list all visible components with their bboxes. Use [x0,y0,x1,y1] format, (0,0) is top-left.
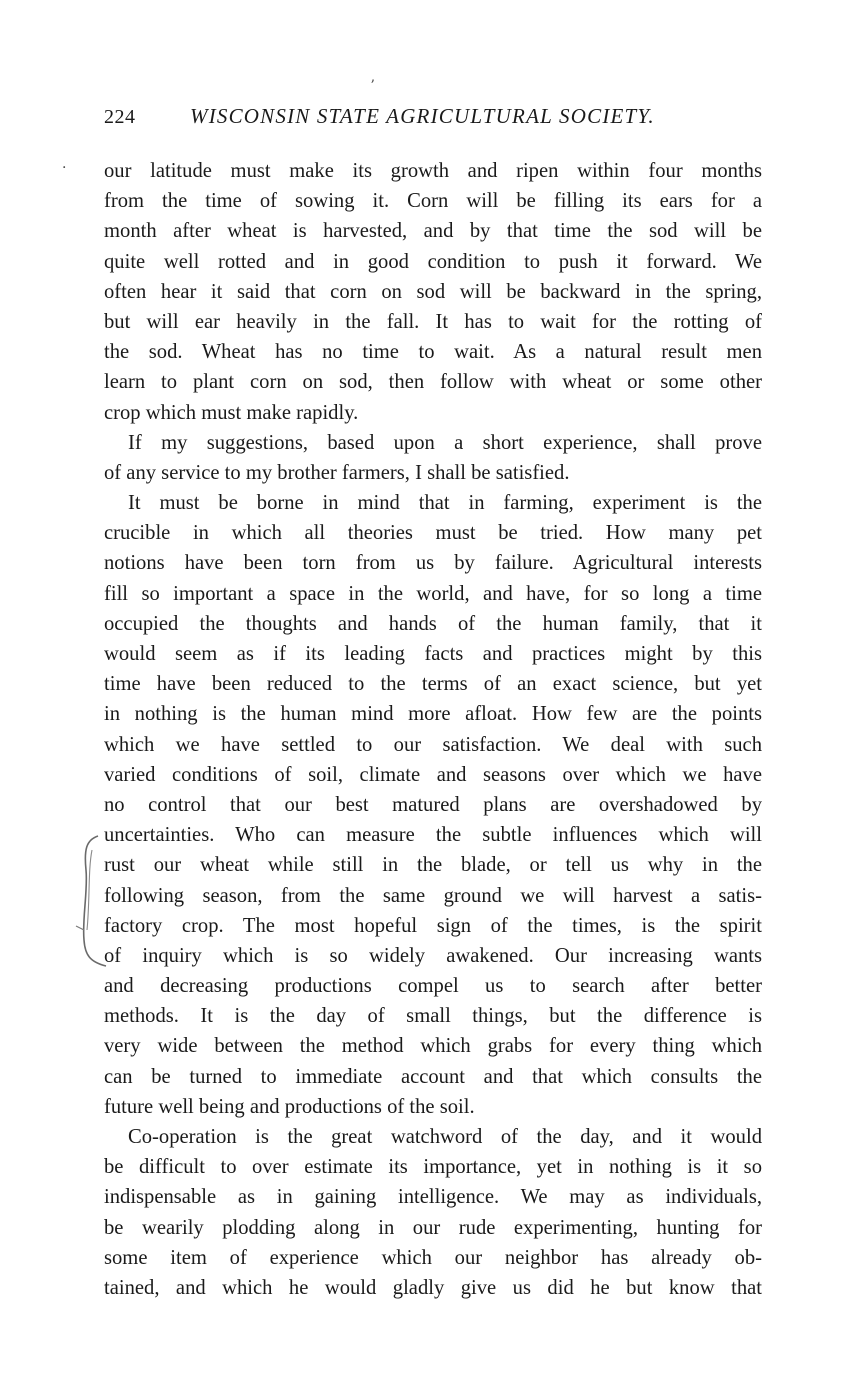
text-line: be wearily plodding along in our rude experimenting, hunting for [104,1216,762,1239]
text-line: notions have been torn from us by failure. Agricultural interests [104,552,762,575]
text-line: future well being and productions of the soil. [104,1095,475,1118]
text-line: from the time of sowing it. Corn will be filling its ears for a [104,190,762,213]
text-line: often hear it said that corn on sod will be backward in the spring, [104,280,762,303]
text-line: our latitude must make its growth and ripen within four months [104,160,762,182]
text-line: and decreasing productions compel us to search after better [104,975,762,998]
text-line: would seem as if its leading facts and practices might by this [104,643,762,665]
text-line: It must be borne in mind that in farming, experiment is the [128,492,762,515]
text-line: but will ear heavily in the fall. It has to wait for the rotting of [104,310,762,333]
text-line: uncertainties. Who can measure the subtle influences which will [104,824,762,847]
text-line: be difficult to over estimate its importance, yet in nothing is it so [104,1156,762,1179]
running-title: WISCONSIN STATE AGRICULTURAL SOCIETY. [190,104,655,128]
text-line: fill so important a space in the world, and have, for so long a time [104,582,762,605]
text-line: time have been reduced to the terms of an exact science, but yet [104,673,762,696]
text-line: methods. It is the day of small things, but the difference is [104,1005,762,1028]
handwritten-margin-bracket [72,830,112,980]
text-line: occupied the thoughts and hands of the human family, that it [104,612,762,635]
print-speck: ʼ [370,78,375,94]
text-line: month after wheat is harvested, and by that time the sod will be [104,220,762,243]
text-line: of inquiry which is so widely awakened. Our increasing wants [104,944,762,967]
text-line: If my suggestions, based upon a short experience, shall prove [128,431,762,454]
text-line: rust our wheat while still in the blade, or tell us why in the [104,854,762,877]
body-text [104,156,762,1303]
text-line: very wide between the method which grabs for every thing which [104,1035,762,1058]
text-line: no control that our best matured plans are overshadowed by [104,793,762,816]
text-line: in nothing is the human mind more afloat. How few are the points [104,703,762,726]
text-line: crucible in which all theories must be tried. How many pet [104,522,762,545]
text-line: Co-operation is the great watchword of the day, and it would [128,1126,762,1148]
text-line: factory crop. The most hopeful sign of the times, is the spirit [104,914,762,937]
print-speck: · [62,160,67,176]
text-line: learn to plant corn on sod, then follow with wheat or some other [104,371,762,394]
text-line: indispensable as in gaining intelligence. We may as individuals, [104,1186,762,1209]
text-line: can be turned to immediate account and that which consults the [104,1065,762,1088]
text-line: the sod. Wheat has no time to wait. As a natural result men [104,341,762,364]
text-line: following season, from the same ground we will harvest a satis- [104,884,762,907]
page-number: 224 [104,106,136,128]
text-line: crop which must make rapidly. [104,401,359,424]
text-line: some item of experience which our neighbor has already ob- [104,1246,762,1269]
text-line: which we have settled to our satisfaction. We deal with such [104,733,762,756]
page-header [104,104,704,136]
text-line: varied conditions of soil, climate and seasons over which we have [104,763,762,786]
text-line: of any service to my brother farmers, I shall be satisfied. [104,461,570,484]
text-line: tained, and which he would gladly give us did he but know that [104,1276,762,1299]
text-line: quite well rotted and in good condition to push it forward. We [104,250,762,273]
